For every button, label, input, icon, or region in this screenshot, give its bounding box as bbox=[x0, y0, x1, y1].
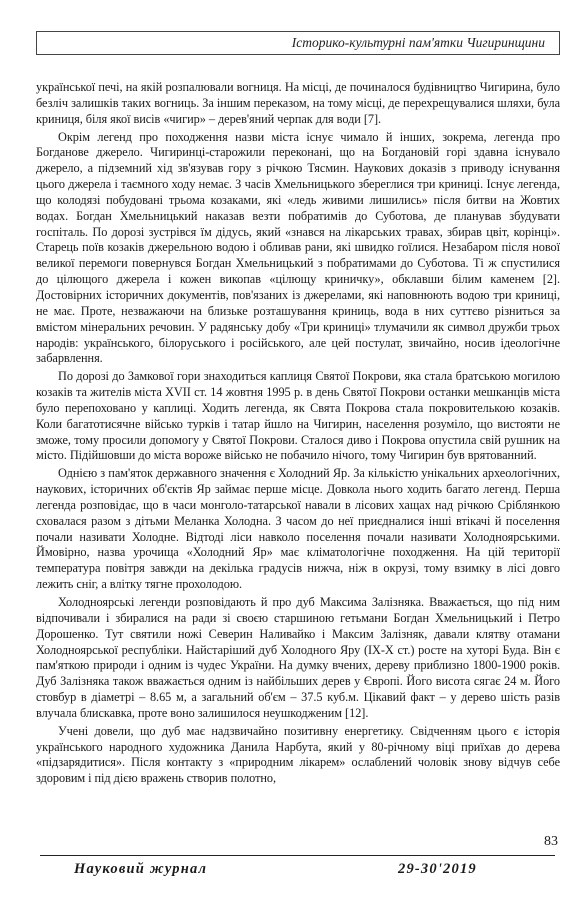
body-text bbox=[36, 80, 560, 789]
running-header bbox=[36, 31, 560, 55]
footer-issue: 29-30'2019 bbox=[398, 861, 477, 877]
paragraph: Однією з пам'яток державного значення є Холодний Яр. За кількістю унікальних археологічних, наукових, історичних об'єктів Яр займає перше місце. Довкола нього ходить багато легенд. Перша легенда розповідає, що в часи монголо-татарської навали в лісових хащах над річкою Сріблянкою сховалася разом з дітьми Меланка Холодна. З часом до неї приєдналися інші втікачі й поселення почали називати Холодне. Відтоді ліси навколо поселення почали називати Холодноярськими. Ймовірно, назва урочища «Холодний Яр» має кліматологічне походження. На цій території температура повітря завжди на декілька градусів нижча, ніж в окрузі, тому взимку в лісі довго лежить сніг, а влітку тягне прохолодою. bbox=[36, 466, 560, 592]
paragraph: Холодноярські легенди розповідають й про дуб Максима Залізняка. Вважається, що під ним відпочивали і збиралися на ради зі своєю старшиною гетьмани Богдан Хмельницький і Петро Дорошенко. Тут святили ножі Северин Наливайко і Максим Залізняк, давали клятву отамани Холодноярської республіки. Найстаріший дуб Холодного Яру (IX-X ст.) росте на хуторі Буда. Він є пам'яткою природи і одним із чудес України. На думку вчених, дереву приблизно 1800-1900 років. Дуб Залізняка також вважається одним із найбільших дерев у Європі. Його висота сягає 24 м. Його стовбур в діаметрі – 8.65 м, а загальний об'єм – 37.5 куб.м. Цікавий факт – у дерево шість разів влучала блискавка, проте воно залишилося неушкодженим [12]. bbox=[36, 595, 560, 720]
paragraph: Учені довели, що дуб має надзвичайно позитивну енергетику. Свідченням цього є історія українського народного художника Данила Нарбута, який у 80-річному віці приїхав до дерева «підзарядитися». Після контакту з «природним лікарем» ослаблений чоловік знову відчув себе здоровим і під дією вражень створив полотно, bbox=[36, 723, 560, 786]
page-number: 83 bbox=[544, 834, 558, 849]
footer-divider bbox=[40, 855, 555, 856]
paragraph: Окрім легенд про походження назви міста існує чимало й інших, зокрема, легенда про Богданове джерело. Чигиринці-старожили переконані, що на Богдановій горі здавна існувало джерело, а підземний хід зв'язував гору з річкою Тясмин. Наукових доказів з приводу існування цього джерела і таємного ходу немає. З часів Хмельницького збереглися три криниці. Існує легенда, що колодязі побудовані трьома козаками, які «ледь живими лишились» після битви на Жовтих водах. Богдан Хмельницький наказав везти побратимів до Суботова, де планував збудувати госпіталь. По дорозі зустрівся їм дідусь, який «знався на лікарських травах, збирав цвіт, корінці». Старець поїв козаків джерельною водою і обливав рани, які швидко гоїлися. Незабаром після нової великої перемоги повернувся Богдан Хмельницький з побратимами до Суботова. Ті ж спустилися до цілющого джерела і кожен викопав «цілющу криничку», обклавши білим каменем [2]. Достовірних історичних документів, пов'язаних із джерелами, які наповнюють водою три криниці, не має. Проте, незважаючи на близьке розташування криниць, вода в них суттєво різниться за вмістом мінеральних речовин. У радянську добу «Три криниці» тлумачили як символ дружби трьох народів: українського, білоруського і російського, але цей постулат, звичайно, носив ідеологічне забарвлення. bbox=[36, 129, 560, 366]
footer-journal-name: Науковий журнал bbox=[74, 861, 208, 877]
running-header-title: Історико-культурні пам'ятки Чигиринщини bbox=[291, 35, 545, 50]
paragraph: По дорозі до Замкової гори знаходиться каплиця Святої Покрови, яка стала братською могилою козаків та жителів міста XVII ст. 14 жовтня 1995 р. в день Святої Покрови останки мешканців міста було перепоховано у каплиці. Ходить легенда, як Свята Покрова стала покровителькою козаків. Коли багатотисячне військо турків і татар йшло на Чигирин, населення розуміло, що вистояти не зможе, тому просили допомогу у Святої Покрови. Сталося диво і Покрова опустила свій рушник на місто. Підійшовши до міста вороже військо не побачило нічого, тому Чигирин був врятованний. bbox=[36, 369, 560, 463]
paragraph: української печі, на якій розпалювали вогниця. На місці, де починалося будівництво Чигирина, було безліч залишків таких вогниць. За іншим переказом, на тому місці, де перехрещувалися шляхи, була криниця, біля якої висів «чигир» – дерев'яний черпак для води [7]. bbox=[36, 80, 560, 126]
